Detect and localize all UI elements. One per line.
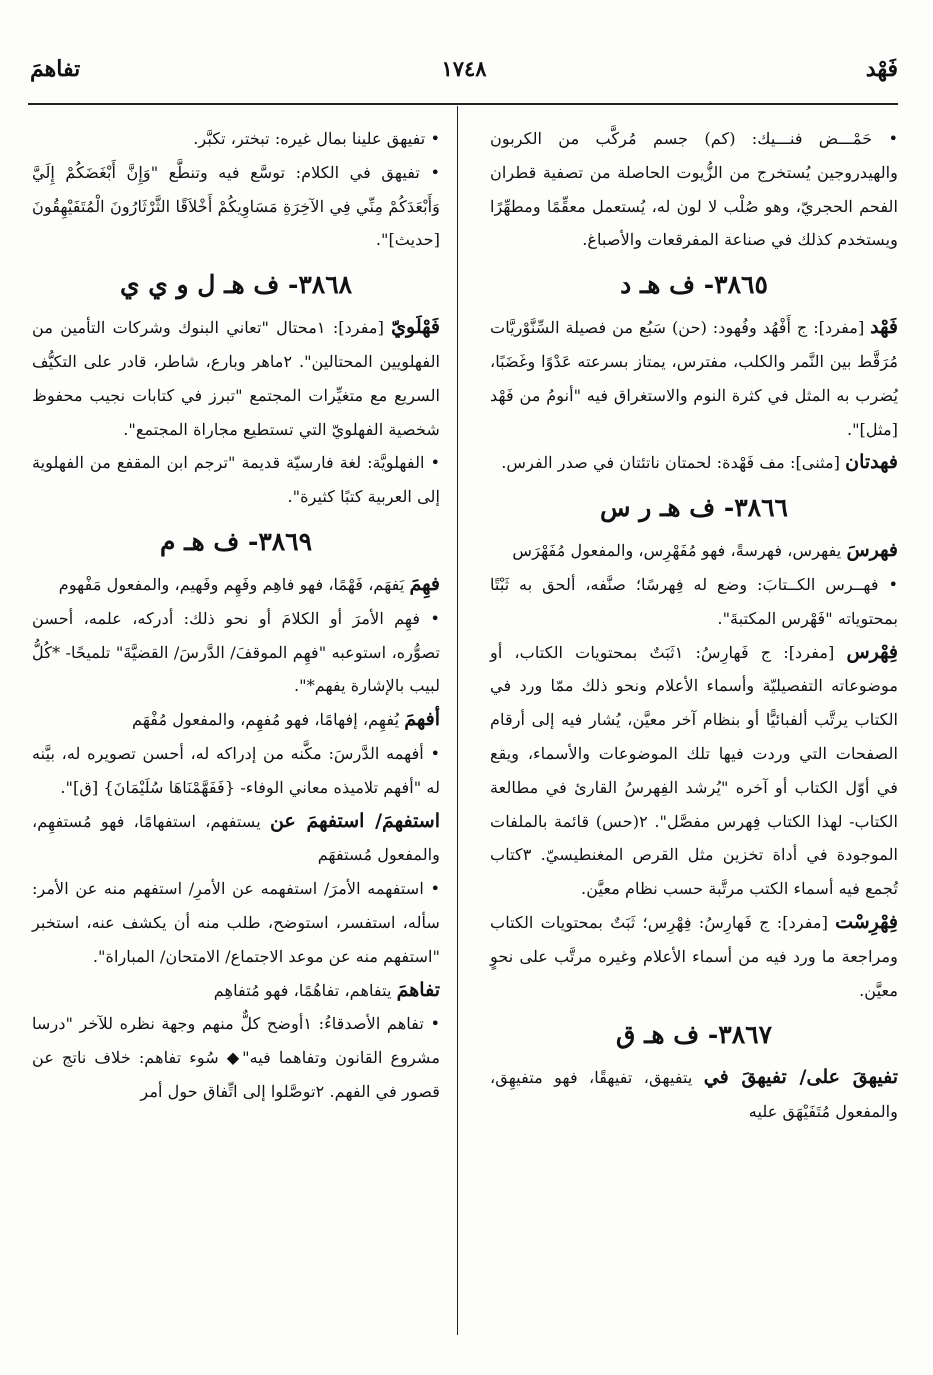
entry-text: [مفرد]: ١محتال "تعاني البنوك وشركات التأمين من الفهلويين المحتالين". ٢ماهر وبارع، شاطر، قادر على التكيُّف السريع مع متغيِّرات المجتمع "تبرز في كتابات نجيب محفوظ شخصية الفهلويّ التي تستطيع مجاراة المجتمع". <box>32 318 441 439</box>
root-heading: ٣٨٦٥- ف هـ د <box>620 270 768 300</box>
headword: فِهْرِسْت <box>835 910 898 933</box>
entry-text: • الفهلويَّة: لغة فارسيّة قديمة "ترجم ابن المقفع من الفهلوية إلى العربية كتبًا كثيرة". <box>32 453 440 507</box>
entry-paragraph <box>32 737 440 805</box>
entry-paragraph <box>490 1061 898 1129</box>
guide-word-right: فَهْد <box>865 56 898 82</box>
entry-paragraph <box>32 122 440 156</box>
running-header <box>30 56 898 96</box>
entry-paragraph <box>32 703 440 737</box>
headword: فهِمَ <box>409 572 440 595</box>
column-divider <box>457 106 458 1335</box>
entry-paragraph <box>490 906 898 1007</box>
root-heading: ٣٨٦٨- ف هـ ل و ي ي <box>119 270 353 300</box>
entry-paragraph <box>490 311 898 446</box>
headword: استفهمَ/ استفهمَ عن <box>269 809 440 832</box>
headword: أفهمَ <box>404 708 440 731</box>
entry-text: يتفاهم، تفاهُمًا، فهو مُتفاهِم <box>213 980 397 1000</box>
entry-text: • فهِم الأمرَ أو الكلامَ أو نحو ذلك: أدركه، علمه، أحسن تصوُّره، استوعبه "فهِم الموقفَ/ الدَّرسَ/ القضيَّةَ" تلميحًا- *كُلُّ لبيب بالإشارة يفهم*". <box>32 608 440 696</box>
root-heading: ٣٨٦٦- ف هـ ر س <box>600 493 788 523</box>
guide-word-left: تفاهمَ <box>30 56 81 82</box>
entry-paragraph <box>32 311 440 446</box>
entry-paragraph <box>32 872 440 973</box>
entry-text: • حَمْـــض فنـــيك: (كم) جسم مُركَّب من الكربون والهيدروجين يُستخرج من الزُّيوت الحاصلة من تصفية قطران الفحم الحجريّ، وهو صُلْب لا لون له، يُستعمل معقِّمًا ومطهِّرًا ويستخدم كذلك في صناعة المفرقعات والأصباغ. <box>490 129 898 250</box>
entry-paragraph <box>32 805 440 873</box>
entry-paragraph <box>32 446 440 514</box>
headword: تفاهمَ <box>396 978 440 1001</box>
entry-text: [مفرد]: ج فَهارِسُ: ١ثَبَتٌ بمحتويات الكتاب، أو موضوعاته التفصيليّة وأسماء الأعلام ونحو ذلك ممّا ورد في الكتاب يرتَّب ألفبائيًّا أو بنظام آخر معيَّن، يُشار فيه إلى أرقام الصفحات التي وردت فيها تلك الموضوعات والأسماء، ويقع في أوّل الكتاب أو آخره "يُرشد الفِهرسُ القارئ في مطالعة الكتاب- لهذا الكتاب فِهرس مفصَّل". ٢(حس) قائمة بالملفات الموجودة في أداة تخزين مثل القرص المغنطيسيّ. ٣كتاب تُجمع فيه أسماء الكتب مرتَّبة حسب نظام معيَّن. <box>490 642 898 899</box>
entry-paragraph <box>490 568 898 636</box>
entry-text: [مثنى]: مف فَهْدة: لحمتان ناتئتان في صدر الفرس. <box>501 453 846 473</box>
entry-paragraph <box>32 602 440 703</box>
root-heading: ٣٨٦٧- ف هـ ق <box>615 1020 773 1050</box>
entry-text: [مفرد]: ج أَفْهُد وفُهود: (حن) سَبُع من فصيلة السِّنَّوْريَّات مُرَقَّط بين النَّمر والكلب، مفترس، يمتاز بسرعته عَدْوًا وغَضَبًا، يُضرب به المثل في كثرة النوم والاستغراق فيه "أنومُ من فَهْد [مثل]". <box>490 318 898 439</box>
entry-text: [مفرد]: ج فَهارِسُ: فِهْرِس؛ ثَبَتٌ بمحتويات الكتاب ومراجعة ما ورد فيه من أسماء الأعلام وغيره مرتَّب على نحوٍ معيَّن. <box>490 912 898 1000</box>
entry-text: • أفهمه الدَّرسَ: مكَّنه من إدراكه له، أحسن تصويره له، بيَّنه له "أفهم تلاميذه معاني الوفاء- {فَفَهَّمْنَاهَا سُلَيْمَانَ} [ق]". <box>32 743 440 797</box>
entry-paragraph <box>32 568 440 602</box>
headword: فَهْد <box>870 316 898 339</box>
entry-paragraph <box>490 636 898 906</box>
entry-text: يَفهَم، فَهْمًا، فهو فاهِم وفَهِم وفَهيم، والمفعول مَفْهوم <box>58 574 410 594</box>
entry-text: • تفيهق في الكلام: توسَّع فيه وتنطَّع "وَإِنَّ أَبْغَضَكُمْ إِلَيَّ وَأَبْعَدَكُمْ مِنِّي فِي الآخِرَةِ مَسَاوِيكُمْ أَخْلاَقًا الثَّرْثَارُونَ الْمُتَفَيْهِقُونَ [حديث]". <box>32 162 440 250</box>
entry-text: • تفاهم الأصدقاءُ: ١أوضح كلٌّ منهم وجهة نظره للآخر "درسا مشروع القانون وتفاهما فيه"◆ سُوء تفاهم: خلاف ناتج عن قصور في الفهم. ٢توصَّلوا إلى اتِّفاق حول أمر <box>32 1014 440 1101</box>
headword: فهدتان <box>845 451 898 474</box>
entry-paragraph <box>490 534 898 568</box>
entry-paragraph <box>32 156 440 257</box>
entry-text: يُفهِم، إفهامًا، فهو مُفهِم، والمفعول مُفْهَم <box>132 710 405 730</box>
entry-paragraph <box>32 974 440 1008</box>
left-column <box>32 122 440 1109</box>
headword: فهرسَ <box>846 539 898 562</box>
right-column <box>490 122 898 1129</box>
entry-text: • فهــرس الكــتابَ: وضع له فِهرسًا؛ صنَّفه، ألحق به ثَبْتًا بمحتوياته "فَهْرس المكتبةَ". <box>490 574 898 628</box>
headword: فِهْرس <box>846 640 898 663</box>
entry-paragraph <box>490 122 898 257</box>
page-number: ١٧٤٨ <box>441 56 487 81</box>
entry-text: يفهرس، فهرسةً، فهو مُفَهْرِس، والمفعول مُفَهْرَس <box>512 541 847 561</box>
headword: تفيهقَ على/ تفيهقَ في <box>703 1066 899 1089</box>
headword: فَهْلَويّ <box>391 316 440 339</box>
header-rule <box>28 103 898 105</box>
entry-paragraph <box>490 446 898 480</box>
entry-text: • تفيهق علينا بمال غيره: تبختر، تكبَّر. <box>193 129 440 148</box>
entry-text: يتفيهق، تفيهقًا، فهو متفيهِق، والمفعول مُتَفَيْهَق عليه <box>490 1068 898 1122</box>
entry-text: يستفهم، استفهامًا، فهو مُستفهِم، والمفعول مُستفهَم <box>32 811 440 865</box>
entry-text: • استفهمه الأمرَ/ استفهمه عن الأمرِ/ استفهم منه عن الأمر: سأله، استفسر، استوضح، طلب منه أن يكشف عنه، استخبر "استفهم منه عن موعد الاجتماع/ الامتحان/ المباراة". <box>32 879 440 966</box>
root-heading: ٣٨٦٩- ف هـ م <box>159 526 313 556</box>
entry-paragraph <box>32 1007 440 1108</box>
